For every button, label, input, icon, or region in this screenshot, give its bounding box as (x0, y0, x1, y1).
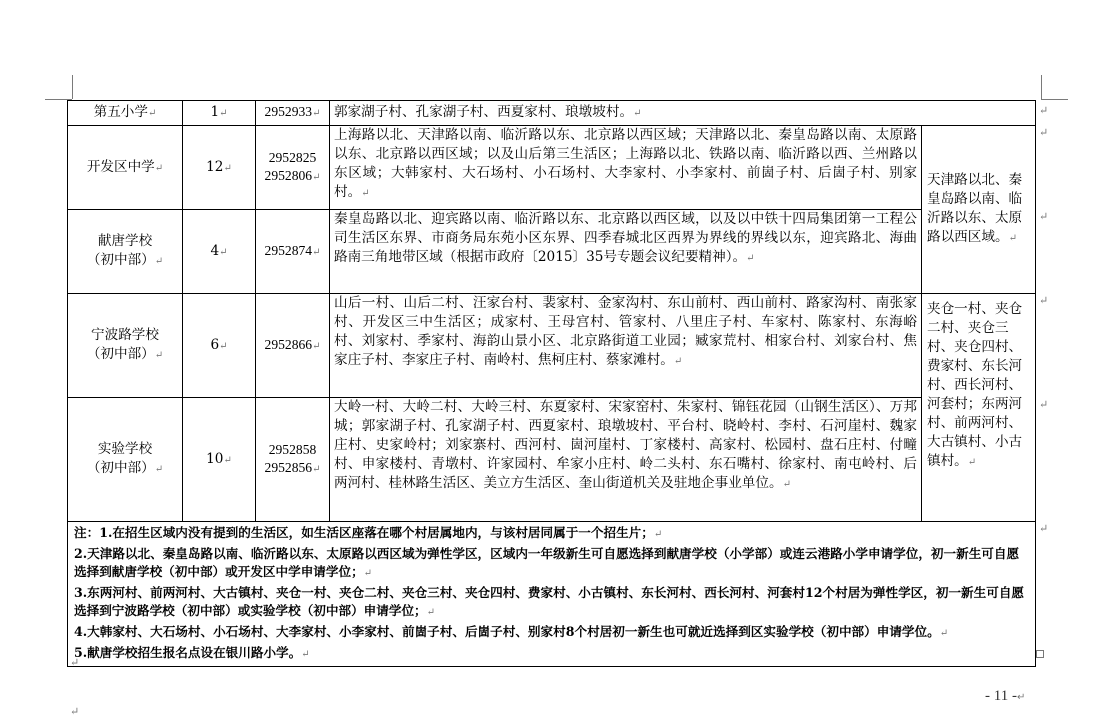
class-count: 10↵ (183, 398, 256, 522)
crop-mark-top-left-v (72, 75, 73, 99)
table-row (68, 101, 1036, 126)
crop-mark-top-right-v (1041, 75, 1042, 99)
school-name: 实验学校 （初中部）↵ (68, 398, 183, 522)
page-number: - 11 -↵ (985, 688, 1026, 704)
table-row (68, 126, 1036, 210)
table-row (68, 210, 1036, 294)
class-count: 4↵ (183, 210, 256, 294)
class-count: 1↵ (183, 101, 256, 126)
note-item: 注：1.在招生区域内没有提到的生活区，如生活区座落在哪个村居属地内，与该村居同属于一个招生片；↵ (74, 525, 663, 540)
enrollment-area: 上海路以北、天津路以南、临沂路以东、北京路以西区域；天津路以北、秦皇岛路以南、太原路以东、北京路以西区域；以及山后第三生活区；上海路以北、铁路以南、临沂路以西、兰州路以东区域；大韩家村、大石场村、小石场村、大李家村、小李家村、前崮子村、后崮子村、别家村。↵ (330, 126, 922, 210)
crop-mark-top-right-h (1041, 99, 1068, 100)
paragraph-mark: ↵ (70, 656, 80, 669)
phone-number: 2952858 2952856↵ (256, 398, 330, 522)
enrollment-table (67, 100, 1036, 667)
paragraph-mark: ↵ (70, 705, 80, 718)
note-item: 3.东两河村、前两河村、大古镇村、夹仓一村、夹仓二村、夹仓三村、夹仓四村、费家村、小古镇村、东长河村、西长河村、河套村12个村居为弹性学区，初一新生可自愿选择到宁波路学校（初中部）或实验学校（初中部）申请学位；↵ (74, 584, 1025, 619)
class-count: 6↵ (183, 294, 256, 398)
row-end-mark: ↵ (1039, 126, 1049, 139)
note-item: 2.天津路以北、秦皇岛路以南、临沂路以东、太原路以西区域为弹性学区，区域内一年级新生可自愿选择到献唐学校（小学部）或连云港路小学申请学位，初一新生可自愿选择到献唐学校（初中部）或开发区中学申请学位；↵ (74, 545, 1020, 580)
phone-number: 2952874↵ (256, 210, 330, 294)
notes-row (68, 522, 1036, 667)
flexible-area: 夹仓一村、夹仓二村、夹仓三村、夹仓四村、费家村、东长河村、西长河村、河套村；东两河村、前两河村、大古镇村、小古镇村。↵ (922, 294, 1036, 522)
school-name: 开发区中学↵ (68, 126, 183, 210)
phone-number: 2952866↵ (256, 294, 330, 398)
enrollment-area: 郭家湖子村、孔家湖子村、西夏家村、琅墩坡村。↵ (330, 101, 1036, 126)
enrollment-area: 山后一村、山后二村、汪家台村、裴家村、金家沟村、东山前村、西山前村、路家沟村、南张家村、开发区三中生活区；成家村、王母宫村、管家村、八里庄子村、车家村、陈家村、东海峪村、刘家村、季家村、海韵山景小区、北京路街道工业园；臧家荒村、相家台村、刘家台村、焦家庄子村、李家庄子村、南岭村、焦柯庄村、蔡家滩村。↵ (330, 294, 922, 398)
notes-cell (68, 522, 1036, 667)
table-row (68, 294, 1036, 398)
note-item: 5.献唐学校招生报名点设在银川路小学。↵ (74, 644, 310, 660)
phone-number: 2952933↵ (256, 101, 330, 126)
class-count: 12↵ (183, 126, 256, 210)
table-row (68, 398, 1036, 522)
row-end-mark: ↵ (1039, 104, 1049, 117)
school-name: 第五小学↵ (68, 101, 183, 126)
note-item: 4.大韩家村、大石场村、小石场村、大李家村、小李家村、前崮子村、后崮子村、别家村8个村居初一新生也可就近选择到区实验学校（初中部）申请学位。↵ (74, 623, 949, 639)
row-end-mark: ↵ (1039, 398, 1049, 411)
row-end-mark: ↵ (1039, 522, 1049, 535)
school-name: 献唐学校 （初中部）↵ (68, 210, 183, 294)
row-end-mark: ↵ (1039, 210, 1049, 223)
row-end-mark: ↵ (1039, 294, 1049, 307)
table-resize-handle[interactable] (1036, 650, 1044, 658)
school-name: 宁波路学校 （初中部）↵ (68, 294, 183, 398)
phone-number: 2952825 2952806↵ (256, 126, 330, 210)
enrollment-area: 大岭一村、大岭二村、大岭三村、东夏家村、宋家窑村、朱家村、锦钰花园（山钢生活区）、万邦城；郭家湖子村、孔家湖子村、西夏家村、琅墩坡村、平台村、晓岭村、李村、石河崖村、魏家庄村、史家岭村；刘家寨村、西河村、崮河崖村、丁家楼村、高家村、松园村、盘石庄村、付疃村、申家楼村、青墩村、许家园村、牟家小庄村、岭二头村、东石嘴村、徐家村、南屯岭村、后两河村、桂林路生活区、美立方生活区、奎山街道机关及驻地企事业单位。↵ (330, 398, 922, 522)
enrollment-area: 秦皇岛路以北、迎宾路以南、临沂路以东、北京路以西区域，以及以中铁十四局集团第一工程公司生活区东界、市商务局东苑小区东界、四季春城北区西界为界线的界线以东，迎宾路北、海曲路南三角地带区域（根据市政府〔2015〕35号专题会议纪要精神）。↵ (330, 210, 922, 294)
flexible-area: 天津路以北、秦皇岛路以南、临沂路以东、太原路以西区域。↵ (922, 126, 1036, 294)
